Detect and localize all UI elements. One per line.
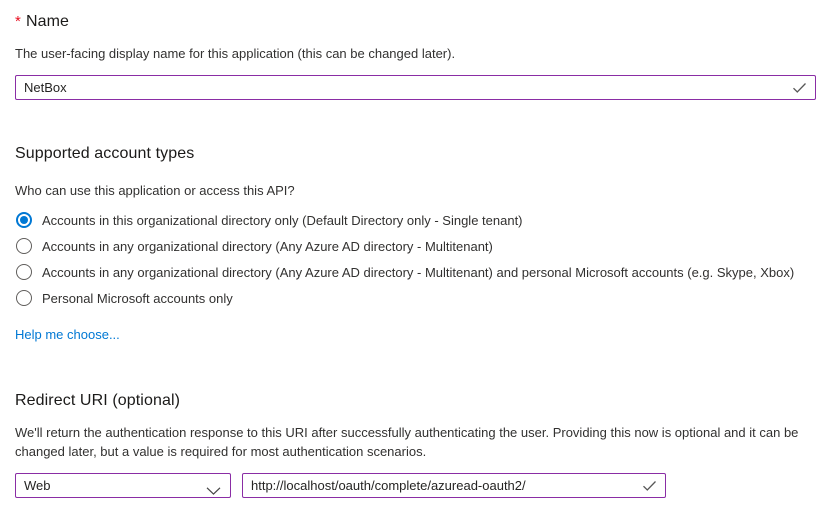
redirect-uri-input-field <box>242 473 666 498</box>
redirect-uri-title: Redirect URI (optional) <box>15 392 181 409</box>
radio-button[interactable] <box>16 264 32 280</box>
radio-option-multitenant[interactable] <box>15 233 815 259</box>
radio-button[interactable] <box>16 290 32 306</box>
help-me-choose-link[interactable]: Help me choose... <box>15 327 120 342</box>
account-types-radio-group <box>15 207 815 311</box>
redirect-uri-row <box>15 473 815 498</box>
name-description: The user-facing display name for this application (this can be changed later). <box>15 46 456 61</box>
name-section-title <box>15 12 815 31</box>
platform-selected-value: Web <box>24 478 51 493</box>
radio-button[interactable] <box>16 212 32 228</box>
required-asterisk: * <box>15 13 21 30</box>
radio-option-single-tenant[interactable] <box>15 207 815 233</box>
account-types-question: Who can use this application or access this API? <box>15 183 295 198</box>
radio-option-label: Personal Microsoft accounts only <box>42 290 233 306</box>
valid-checkmark-icon <box>792 82 807 94</box>
radio-option-personal-only[interactable] <box>15 285 815 311</box>
chevron-down-icon <box>206 483 221 498</box>
radio-option-label: Accounts in this organizational directory only (Default Directory only - Single tenant) <box>42 212 523 228</box>
redirect-uri-input[interactable] <box>243 474 665 497</box>
radio-button[interactable] <box>16 238 32 254</box>
platform-select-dropdown[interactable] <box>15 473 231 498</box>
name-input[interactable] <box>16 76 815 99</box>
name-input-field <box>15 75 816 100</box>
account-types-title: Supported account types <box>15 145 195 162</box>
redirect-uri-description: We'll return the authentication response to this URI after successfully authenticating the user. Providing this now is optional and it can be changed later, but a value is required for most authentication scenarios. <box>15 425 799 459</box>
radio-option-multitenant-personal[interactable] <box>15 259 815 285</box>
name-title-text: Name <box>25 13 70 30</box>
valid-checkmark-icon <box>642 480 657 492</box>
radio-option-label: Accounts in any organizational directory (Any Azure AD directory - Multitenant) and personal Microsoft accounts (e.g. Skype, Xbox) <box>42 264 795 280</box>
radio-option-label: Accounts in any organizational directory (Any Azure AD directory - Multitenant) <box>42 238 493 254</box>
